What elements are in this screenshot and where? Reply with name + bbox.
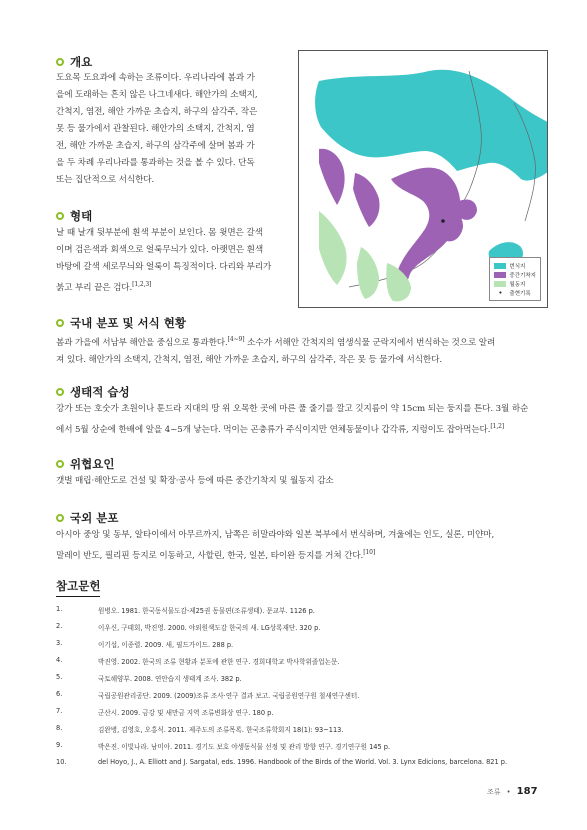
reference-item: [56, 741, 536, 751]
legend-item-stopover: [494, 270, 536, 279]
reference-text: 군산시. 2009. 금강 및 새만금 지역 조류변화상 연구. 180 p.: [98, 709, 274, 717]
map-sighting-dot: [441, 219, 445, 223]
reference-text: del Hoyo, J., A. Elliott and J. Sargatal, eds. 1996. Handbook of the Birds of the World. Vol. 3. Lynx Edicions, barcelona. 821 p.: [98, 758, 508, 766]
citation: [4~9]: [227, 336, 245, 343]
reference-item: [56, 656, 536, 666]
text-line-content: 봄과 가을에 서남부 해안을 중심으로 통과한다.: [56, 337, 228, 348]
text-line: 이며 검은색과 회색으로 얼룩무늬가 있다. 아랫면은 흰색: [56, 245, 264, 255]
map-breeding-area: [315, 70, 548, 181]
legend-label: 출현기록: [509, 290, 531, 297]
footer-category: 조류: [487, 787, 501, 796]
reference-item: [56, 639, 536, 649]
text-line: 못 등 물가에서 관찰된다. 해안가의 소택지, 간척지, 염: [56, 124, 255, 134]
section-bullet-icon: [56, 212, 64, 220]
reference-text: 박은진. 이빛나라. 남미아. 2011. 경기도 보호 야생동식물 선정 및 관리 방향 연구. 경기연구원 145 p.: [98, 743, 391, 751]
text-line-content: 소수가 서해안 간척지의 염생식물 군락지에서 번식하는 것으로 알려: [244, 337, 496, 348]
text-line: 강가 또는 호숫가 초원이나 툰드라 지대의 땅 위 오목한 곳에 마른 풀 줄기를 깔고 깃지름이 약 15cm 되는 둥지를 튼다. 3월 하순: [56, 404, 529, 414]
map-wintering-area: [357, 247, 379, 299]
text-line-content: 붉고 부리 끝은 검다.: [56, 282, 133, 293]
legend-swatch-icon: [494, 281, 506, 287]
reference-number: 5.: [56, 673, 63, 681]
reference-number: 9.: [56, 741, 63, 749]
section-title-text: 생태적 습성: [70, 385, 130, 399]
section-title-text: 위협요인: [70, 457, 115, 471]
reference-number: 7.: [56, 707, 63, 715]
reference-number: 3.: [56, 639, 63, 647]
reference-number: 2.: [56, 622, 63, 630]
section-title-overview: [56, 54, 92, 70]
reference-number: 6.: [56, 690, 63, 698]
map-wintering-area: [319, 211, 347, 285]
ecology-paragraph: [56, 401, 546, 439]
legend-item-sighting: [494, 288, 536, 297]
section-title-domestic: [56, 315, 186, 331]
reference-item: [56, 707, 536, 717]
text-line-content: 말레이 반도, 필리핀 등지로 이동하고, 사할린, 한국, 일본, 타이완 등지를 거쳐 간다.: [56, 550, 364, 561]
reference-number: 10.: [56, 758, 67, 766]
section-title-morphology: [56, 208, 92, 224]
section-bullet-icon: [56, 58, 64, 66]
section-bullet-icon: [56, 319, 64, 327]
footer-separator: •: [506, 787, 511, 796]
map-legend: [489, 257, 541, 301]
legend-swatch-icon: [494, 263, 506, 269]
text-line-content: 에서 5월 상순에 한배에 알을 4~5개 낳는다. 먹이는 곤충류가 주식이지만 연체동물이나 갑각류, 지렁이도 잡아먹는다.: [56, 424, 491, 435]
reference-item: [56, 605, 536, 615]
map-stopover-area: [353, 173, 380, 227]
reference-text: 김완병, 김영호, 오홍식. 2011. 제주도의 조류목록. 한국조류학회지 18(1): 93~113.: [98, 726, 344, 734]
legend-label: 중간기착지: [509, 272, 536, 279]
text-line: 을에 도래하는 흔치 않은 나그네새다. 해안가의 소택지,: [56, 90, 258, 100]
text-line: 아시아 중앙 및 동부, 알타이에서 아무르까지, 남쪽은 히말라야와 일본 북부에서 번식하며, 겨울에는 인도, 실론, 미얀마,: [56, 530, 495, 540]
section-title-ecology: [56, 384, 130, 400]
reference-item: [56, 622, 536, 632]
overseas-paragraph: [56, 527, 546, 565]
reference-item: [56, 690, 536, 700]
text-line: 또는 집단적으로 서식한다.: [56, 175, 155, 185]
section-bullet-icon: [56, 514, 64, 522]
page-number: 187: [516, 786, 538, 797]
text-line: 간척지, 염전, 해안 가까운 초습지, 하구의 삼각주, 작은: [56, 107, 258, 117]
text-line: 전, 해안 가까운 초습지, 하구의 삼각주에 살며 봄과 가: [56, 141, 255, 151]
section-title-overseas: [56, 510, 118, 526]
page-footer: [487, 786, 538, 797]
citation: [1,2]: [490, 423, 505, 430]
text-line: 갯벌 매립·해안도로 건설 및 확장·공사 등에 따른 중간기착지 및 월동지 감소: [56, 476, 334, 486]
legend-item-wintering: [494, 279, 536, 288]
reference-item: [56, 758, 536, 766]
map-stopover-area: [319, 149, 345, 205]
text-line: 져 있다. 해안가의 소택지, 간척지, 염전, 해안 가까운 초습지, 하구의 삼각주, 작은 못 등 물가에 서식한다.: [56, 354, 442, 365]
morphology-paragraph: [56, 225, 290, 297]
reference-text: 이기섭, 이종렬. 2009. 새, 필드가이드. 288 p.: [98, 641, 234, 649]
legend-label: 번식지: [509, 263, 526, 270]
distribution-map: [298, 50, 548, 308]
text-line: 도요목 도요과에 속하는 조류이다. 우리나라에 봄과 가: [56, 73, 255, 83]
text-line: [56, 331, 546, 352]
section-title-text: 개요: [70, 55, 93, 69]
legend-swatch-icon: [494, 272, 506, 278]
section-title-text: 형태: [70, 209, 93, 223]
domestic-paragraph: [56, 331, 546, 369]
reference-text: 국토해양부. 2008. 연안습지 생태계 조사. 382 p.: [98, 675, 242, 683]
reference-text: 박진영. 2002. 한국의 조류 현황과 분포에 관한 연구. 경희대학교 박사학위졸업논문.: [98, 658, 340, 666]
text-line: [56, 544, 546, 565]
map-stopover-area: [459, 199, 477, 219]
references-title: 참고문헌: [56, 578, 100, 597]
citation: [10]: [363, 549, 376, 556]
section-bullet-icon: [56, 460, 64, 468]
reference-number: 8.: [56, 724, 63, 732]
reference-number: 4.: [56, 656, 63, 664]
reference-item: [56, 724, 536, 734]
reference-text: 국립공원관리공단. 2009. (2009)조류 조사·연구 결과 보고. 국립공원연구원 철새연구센터.: [98, 692, 360, 700]
reference-text: 원병오. 1981. 한국동식물도감-제25권 동물편(조류생태). 문교부. 1126 p.: [98, 607, 315, 615]
section-title-text: 국내 분포 및 서식 현황: [70, 316, 186, 330]
legend-item-breeding: [494, 261, 536, 270]
threats-paragraph: [56, 473, 546, 490]
citation: [1,2,3]: [132, 281, 152, 288]
reference-item: [56, 673, 536, 683]
reference-number: 1.: [56, 605, 63, 613]
overview-paragraph: [56, 70, 290, 189]
section-bullet-icon: [56, 388, 64, 396]
text-line: 을 두 차례 우리나라를 통과하는 것을 볼 수 있다. 단독: [56, 158, 255, 168]
legend-label: 월동지: [509, 281, 526, 288]
text-line: [56, 276, 290, 297]
text-line: 바탕에 갈색 세로무늬와 얼룩이 특징적이다. 다리와 부리가: [56, 262, 272, 272]
text-line: 날 때 날개 뒷부분에 흰색 부분이 보인다. 몸 윗면은 갈색: [56, 228, 263, 238]
section-title-text: 국외 분포: [70, 511, 119, 525]
legend-dot-icon: •: [498, 288, 503, 297]
section-title-threats: [56, 456, 114, 472]
text-line: [56, 418, 546, 439]
reference-text: 이우신, 구태회, 박진영. 2000. 야외원색도감 한국의 새. LG상록재단. 320 p.: [98, 624, 321, 632]
